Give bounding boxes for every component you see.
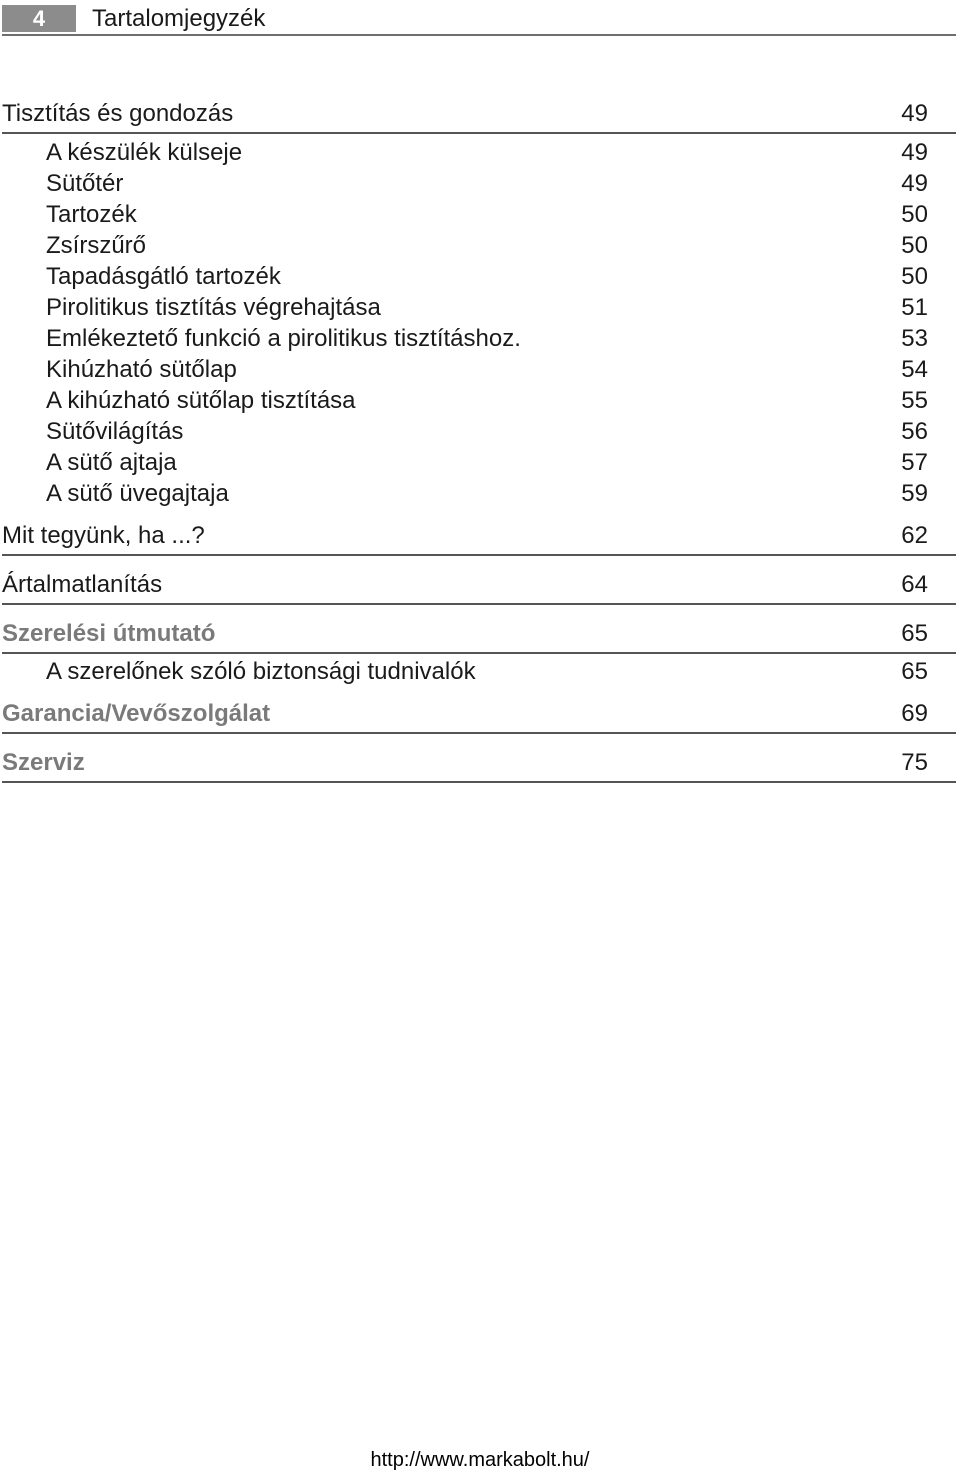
toc-page-number: 55 (901, 387, 928, 414)
section-divider (2, 554, 956, 556)
section-divider (2, 132, 956, 134)
toc-item[interactable] (2, 658, 956, 686)
toc-page-number: 50 (901, 201, 928, 228)
toc-page-number: 69 (901, 700, 928, 727)
toc-item-title: Tapadásgátló tartozék (46, 263, 281, 290)
section-divider (2, 781, 956, 783)
toc-section-service[interactable] (2, 749, 956, 777)
toc-item[interactable] (2, 139, 956, 167)
toc-item[interactable] (2, 294, 956, 322)
toc-item-title: A sütő üvegajtaja (46, 480, 229, 507)
toc-item[interactable] (2, 325, 956, 353)
toc-item-title: Emlékeztető funkció a pirolitikus tisztításhoz. (46, 325, 521, 352)
toc-page-number: 59 (901, 480, 928, 507)
toc-item[interactable] (2, 263, 956, 291)
toc-page-number: 65 (901, 658, 928, 685)
toc-page-number: 53 (901, 325, 928, 352)
toc-page-number: 75 (901, 749, 928, 776)
toc-item[interactable] (2, 418, 956, 446)
page-number-badge: 4 (2, 5, 76, 32)
toc-item-title: A szerelőnek szóló biztonsági tudnivalók (46, 658, 476, 685)
page-header (2, 4, 956, 36)
toc-item-title: Kihúzható sütőlap (46, 356, 237, 383)
toc-item[interactable] (2, 232, 956, 260)
toc-section-title: Garancia/Vevőszolgálat (2, 700, 271, 727)
toc-page-number: 49 (901, 170, 928, 197)
footer-url[interactable]: http://www.markabolt.hu/ (370, 1449, 590, 1471)
toc-page-number: 62 (901, 522, 928, 549)
toc-item-title: A kihúzható sütőlap tisztítása (46, 387, 356, 414)
toc-section-troubleshooting[interactable] (2, 522, 956, 550)
toc-item-title: Tartozék (46, 201, 137, 228)
toc-item[interactable] (2, 480, 956, 508)
toc-section-title: Mit tegyünk, ha ...? (2, 522, 205, 549)
toc-page-number: 50 (901, 232, 928, 259)
toc-page-number: 49 (901, 100, 928, 127)
page-title: Tartalomjegyzék (92, 5, 266, 32)
toc-page-number: 65 (901, 620, 928, 647)
toc-section-warranty[interactable] (2, 700, 956, 728)
toc-item[interactable] (2, 201, 956, 229)
toc-page-number: 64 (901, 571, 928, 598)
toc-section-disposal[interactable] (2, 571, 956, 599)
toc-item-title: Sütővilágítás (46, 418, 184, 445)
toc-page-number: 54 (901, 356, 928, 383)
toc-item-title: A sütő ajtaja (46, 449, 177, 476)
toc-item-title: A készülék külseje (46, 139, 243, 166)
section-divider (2, 603, 956, 605)
toc-page-number: 49 (901, 139, 928, 166)
toc-item-title: Pirolitikus tisztítás végrehajtása (46, 294, 381, 321)
toc-item[interactable] (2, 449, 956, 477)
toc-section-title: Szerelési útmutató (2, 620, 216, 647)
toc-section-cleaning[interactable] (2, 100, 956, 128)
toc-item-title: Sütőtér (46, 170, 124, 197)
toc-item-title: Zsírszűrő (46, 232, 147, 259)
toc-page-number: 57 (901, 449, 928, 476)
toc-section-title: Szerviz (2, 749, 85, 776)
toc-item[interactable] (2, 356, 956, 384)
toc-page-number: 51 (901, 294, 928, 321)
toc-section-title: Ártalmatlanítás (2, 571, 163, 598)
toc-section-title: Tisztítás és gondozás (2, 100, 234, 127)
toc-section-installation[interactable] (2, 620, 956, 648)
section-divider (2, 732, 956, 734)
toc-item[interactable] (2, 170, 956, 198)
section-divider (2, 652, 956, 654)
toc-item[interactable] (2, 387, 956, 415)
toc-page-number: 56 (901, 418, 928, 445)
toc-page-number: 50 (901, 263, 928, 290)
